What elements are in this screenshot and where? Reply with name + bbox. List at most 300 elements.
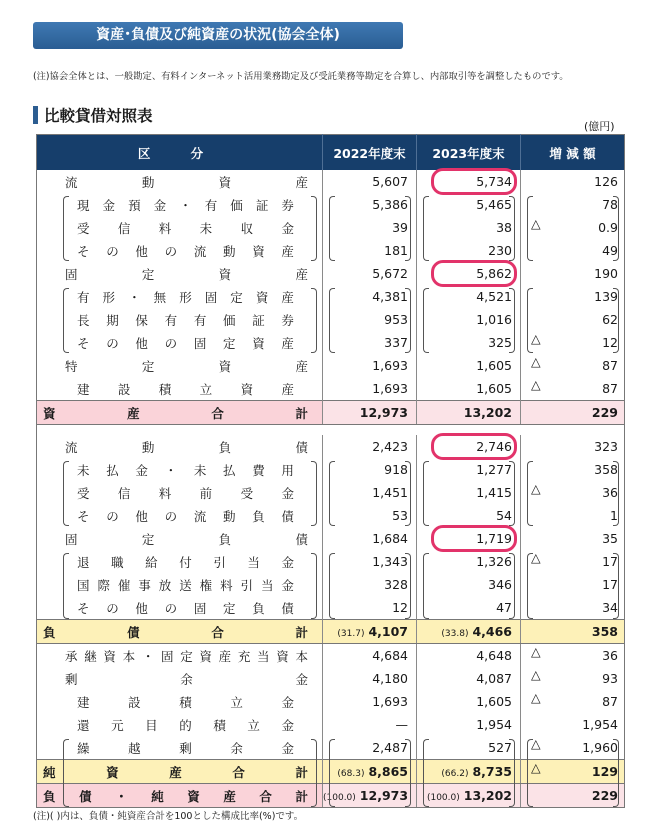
row-label xyxy=(37,196,322,214)
change-value xyxy=(521,736,625,760)
change-text: 93 xyxy=(602,671,618,686)
value-2022 xyxy=(323,458,417,481)
value-2022-text: 1,693 xyxy=(372,381,408,396)
value-2022 xyxy=(323,596,417,620)
row-label-cell xyxy=(37,170,323,193)
value-2022-text: 12,973 xyxy=(359,788,409,803)
value-2022 xyxy=(323,239,417,262)
decrease-triangle-icon: △ xyxy=(531,667,541,682)
label-char: 権 xyxy=(199,577,213,593)
label-char: 計 xyxy=(295,624,308,640)
decrease-triangle-icon: △ xyxy=(531,736,541,751)
label-char: 当 xyxy=(257,648,270,664)
value-2023 xyxy=(417,620,521,644)
decrease-triangle-icon: △ xyxy=(531,550,541,565)
label-char: 金 xyxy=(281,220,294,236)
value-2022-text: 918 xyxy=(384,462,408,477)
row-label xyxy=(37,357,322,375)
row-label-cell xyxy=(37,760,323,784)
value-2023 xyxy=(417,713,521,736)
label-char: 動 xyxy=(223,243,236,259)
change-value xyxy=(521,527,625,550)
table-row xyxy=(37,527,625,550)
value-2023-text: 8,735 xyxy=(472,764,512,779)
group-bracket-left xyxy=(329,288,335,353)
value-2023-text: 346 xyxy=(488,577,512,592)
heading-bar-icon xyxy=(33,106,38,124)
header-change: 増 減 額 xyxy=(521,135,625,171)
label-char: 動 xyxy=(141,439,155,455)
label-char: 産 xyxy=(281,335,294,351)
label-char: 余 xyxy=(230,740,243,756)
highlight-oval xyxy=(431,525,517,552)
label-char: 承 xyxy=(65,648,78,664)
row-label xyxy=(37,311,322,329)
label-char: 券 xyxy=(281,312,294,328)
row-label xyxy=(37,219,322,237)
value-2023 xyxy=(417,308,521,331)
value-2022 xyxy=(323,527,417,550)
label-char: 金 xyxy=(281,717,294,733)
label-char: の xyxy=(164,600,178,616)
label-char: 証 xyxy=(252,312,265,328)
label-char: 産 xyxy=(223,788,236,804)
label-char: 負 xyxy=(43,624,56,640)
row-label-cell xyxy=(37,784,323,808)
group-bracket-left xyxy=(63,739,69,807)
table-row xyxy=(37,667,625,690)
change-value xyxy=(521,504,625,527)
change-text: 36 xyxy=(602,485,618,500)
value-2022-text: 1,693 xyxy=(372,358,408,373)
label-char: 料 xyxy=(158,220,172,236)
group-bracket-right xyxy=(613,461,619,526)
change-value xyxy=(521,435,625,458)
label-char: 証 xyxy=(255,197,269,213)
label-char: 産 xyxy=(281,381,294,397)
footnote: (注)( )内は、負債・純資産合計を100とした構成比率(%)です。 xyxy=(33,811,304,822)
group-bracket-right xyxy=(405,461,411,526)
label-char: 流 xyxy=(193,243,207,259)
value-2023 xyxy=(417,401,521,425)
label-char: 定 xyxy=(180,648,193,664)
label-char: 他 xyxy=(135,600,148,616)
label-char: 資 xyxy=(240,381,254,397)
label-char: 固 xyxy=(65,266,78,282)
ratio-2023: (33.8) xyxy=(441,629,469,639)
label-char: 収 xyxy=(240,220,254,236)
ratio-2023: (100.0) xyxy=(426,793,460,803)
label-char: 期 xyxy=(106,312,119,328)
value-2023-text: 4,466 xyxy=(472,624,512,639)
label-char: 有 xyxy=(204,197,218,213)
row-label xyxy=(37,438,322,456)
value-2023 xyxy=(417,550,521,573)
change-value xyxy=(521,262,625,285)
row-label-cell xyxy=(37,481,323,504)
value-2022 xyxy=(323,760,417,784)
change-text: 139 xyxy=(594,289,618,304)
value-2022 xyxy=(323,401,417,425)
value-2022-text: 1,451 xyxy=(372,485,408,500)
label-char: 債 xyxy=(295,531,308,547)
change-value xyxy=(521,644,625,668)
value-2023 xyxy=(417,690,521,713)
value-2022 xyxy=(323,481,417,504)
label-char: 立 xyxy=(199,381,213,397)
decrease-triangle-icon: △ xyxy=(531,377,541,392)
value-2023-text: 1,954 xyxy=(476,717,512,732)
change-text: 87 xyxy=(602,358,618,373)
table-header-row xyxy=(37,135,625,171)
group-bracket-left xyxy=(527,553,533,619)
label-char: ・ xyxy=(179,197,192,213)
label-char: 建 xyxy=(77,694,90,710)
value-2022 xyxy=(323,435,417,458)
change-text: 34 xyxy=(602,600,618,615)
label-char: 計 xyxy=(295,788,308,804)
label-char: 価 xyxy=(230,197,243,213)
label-char: 合 xyxy=(232,764,245,780)
label-char: 資 xyxy=(103,648,116,664)
group-bracket-right xyxy=(613,196,619,261)
value-2023-text: 5,734 xyxy=(476,174,512,189)
change-value xyxy=(521,784,625,808)
label-char: そ xyxy=(77,243,90,259)
value-2023-text: 1,016 xyxy=(476,312,512,327)
label-char: そ xyxy=(77,600,90,616)
group-bracket-left xyxy=(527,288,533,353)
section-gap xyxy=(37,425,625,436)
row-label-cell xyxy=(37,596,323,620)
value-2022-text: 1,684 xyxy=(372,531,408,546)
row-label xyxy=(37,576,322,594)
row-label xyxy=(37,599,322,617)
value-2023-text: 2,746 xyxy=(476,439,512,454)
label-char: 用 xyxy=(281,462,294,478)
label-char: 動 xyxy=(141,174,155,190)
label-char: 資 xyxy=(187,788,200,804)
table-row xyxy=(37,354,625,377)
group-bracket-right xyxy=(509,553,515,619)
value-2022 xyxy=(323,170,417,193)
label-char: 目 xyxy=(145,717,158,733)
table-row xyxy=(37,435,625,458)
value-2022 xyxy=(323,620,417,644)
value-2023-text: 4,087 xyxy=(476,671,512,686)
value-2022 xyxy=(323,667,417,690)
label-char: 未 xyxy=(193,462,207,478)
row-label xyxy=(37,623,322,641)
row-label-cell xyxy=(37,354,323,377)
label-char: 設 xyxy=(128,694,141,710)
value-2023-text: 38 xyxy=(496,220,512,235)
label-char: 付 xyxy=(179,554,192,570)
value-2022-text: 12,973 xyxy=(359,405,408,420)
group-bracket-left xyxy=(527,461,533,526)
change-value xyxy=(521,596,625,620)
value-2023 xyxy=(417,239,521,262)
label-char: 継 xyxy=(84,648,97,664)
label-char: 券 xyxy=(281,197,294,213)
value-2022-text: 12 xyxy=(392,600,408,615)
value-2023 xyxy=(417,644,521,668)
value-2023 xyxy=(417,736,521,760)
value-2022 xyxy=(323,193,417,216)
label-char: ・ xyxy=(141,648,155,664)
value-2022-text: 2,487 xyxy=(372,740,408,755)
value-2022-text: 4,107 xyxy=(368,624,408,639)
change-text: 87 xyxy=(602,694,618,709)
section-title: 比較貸借対照表 xyxy=(44,107,153,125)
group-bracket-right xyxy=(613,288,619,353)
label-char: の xyxy=(164,335,178,351)
group-bracket-left xyxy=(423,288,429,353)
row-label xyxy=(37,693,322,711)
change-text: 36 xyxy=(602,648,618,663)
label-char: 資 xyxy=(252,243,265,259)
change-text: 129 xyxy=(591,764,618,779)
value-2023-text: 325 xyxy=(488,335,512,350)
label-char: 債 xyxy=(79,788,92,804)
value-2022 xyxy=(323,262,417,285)
label-char: 現 xyxy=(77,197,90,213)
group-bracket-left xyxy=(423,461,429,526)
change-text: 323 xyxy=(594,439,618,454)
row-label-cell xyxy=(37,504,323,527)
label-char: 資 xyxy=(218,266,232,282)
change-value xyxy=(521,458,625,481)
label-char: 事 xyxy=(138,577,151,593)
label-char: 価 xyxy=(223,312,236,328)
value-2023 xyxy=(417,504,521,527)
header-category: 区 分 xyxy=(37,135,323,171)
label-char: 固 xyxy=(65,531,78,547)
value-2023 xyxy=(417,216,521,239)
header-2022: 2022年度末 xyxy=(323,135,417,171)
label-char: ・ xyxy=(115,788,128,804)
value-2023-text: 1,326 xyxy=(476,554,512,569)
label-char: 金 xyxy=(153,197,167,213)
label-char: 流 xyxy=(193,508,207,524)
label-char: 産 xyxy=(127,405,140,421)
value-2022-text: 2,423 xyxy=(372,439,408,454)
label-char: 債 xyxy=(127,624,140,640)
label-char: 積 xyxy=(213,717,226,733)
label-char: 固 xyxy=(204,289,218,305)
row-label-cell xyxy=(37,736,323,760)
row-label xyxy=(37,739,322,757)
label-char: 負 xyxy=(252,600,265,616)
label-char: 合 xyxy=(211,624,224,640)
group-bracket-right xyxy=(509,461,515,526)
row-label-cell xyxy=(37,239,323,262)
change-value xyxy=(521,401,625,425)
group-bracket-right xyxy=(405,553,411,619)
value-2022 xyxy=(323,736,417,760)
value-2023 xyxy=(417,760,521,784)
label-char: 他 xyxy=(135,335,148,351)
label-char: 流 xyxy=(65,439,78,455)
label-char: 負 xyxy=(218,531,232,547)
label-char: 他 xyxy=(135,243,148,259)
label-char: 他 xyxy=(135,508,148,524)
value-2022 xyxy=(323,285,417,308)
label-char: 金 xyxy=(281,577,294,593)
label-char: の xyxy=(106,508,119,524)
label-char: 受 xyxy=(77,220,90,236)
value-2022-text: 39 xyxy=(392,220,408,235)
change-text: 17 xyxy=(602,577,618,592)
label-char: 繰 xyxy=(77,740,90,756)
decrease-triangle-icon: △ xyxy=(531,481,541,496)
label-char: 未 xyxy=(199,220,213,236)
decrease-triangle-icon: △ xyxy=(531,216,541,231)
label-char: 負 xyxy=(43,788,56,804)
value-2023-text: 1,605 xyxy=(476,694,512,709)
value-2023-text: 47 xyxy=(496,600,512,615)
change-text: 12 xyxy=(602,335,618,350)
row-label xyxy=(37,716,322,734)
change-value xyxy=(521,713,625,736)
value-2022 xyxy=(323,573,417,596)
value-2023-text: 230 xyxy=(488,243,512,258)
row-label-cell xyxy=(37,285,323,308)
label-char: 剰 xyxy=(65,671,78,687)
row-label xyxy=(37,288,322,306)
value-2022 xyxy=(323,550,417,573)
label-char: そ xyxy=(77,508,90,524)
label-char: 純 xyxy=(43,764,56,780)
table-row xyxy=(37,170,625,193)
label-char: の xyxy=(106,600,119,616)
label-char: 形 xyxy=(179,289,192,305)
assets-total-row xyxy=(37,401,625,425)
change-value xyxy=(521,377,625,401)
value-2022-text: 328 xyxy=(384,577,408,592)
value-2022-text: 953 xyxy=(384,312,408,327)
value-2022-text: 4,684 xyxy=(372,648,408,663)
value-2023 xyxy=(417,331,521,354)
table-row xyxy=(37,644,625,668)
label-char: 資 xyxy=(252,335,265,351)
label-char: 退 xyxy=(77,554,90,570)
change-value xyxy=(521,760,625,784)
liabilities-total-row xyxy=(37,620,625,644)
row-label-cell xyxy=(37,435,323,458)
label-char: 資 xyxy=(218,174,232,190)
label-char: 本 xyxy=(122,648,136,664)
value-2023-text: 1,415 xyxy=(476,485,512,500)
row-label xyxy=(37,553,322,571)
change-text: 1 xyxy=(610,508,618,523)
label-char: 定 xyxy=(230,289,243,305)
group-bracket-right xyxy=(311,196,317,261)
row-label xyxy=(37,242,322,260)
value-2022 xyxy=(323,690,417,713)
section-banner: 資産･負債及び純資産の状況(協会全体) xyxy=(33,22,403,49)
row-label-cell xyxy=(37,667,323,690)
label-char: 負 xyxy=(218,439,232,455)
label-char: 預 xyxy=(128,197,141,213)
label-char: 国 xyxy=(77,577,90,593)
change-text: 17 xyxy=(602,554,618,569)
ratio-2022: (68.3) xyxy=(337,769,365,779)
change-value xyxy=(521,216,625,239)
label-char: 積 xyxy=(179,694,192,710)
ratio-2022: (100.0) xyxy=(323,793,356,803)
group-bracket-right xyxy=(613,739,619,807)
value-2022-text: — xyxy=(395,717,408,732)
value-2022-text: 4,381 xyxy=(372,289,408,304)
change-text: 49 xyxy=(602,243,618,258)
label-char: 越 xyxy=(128,740,141,756)
table-row xyxy=(37,377,625,401)
row-label-cell xyxy=(37,620,323,644)
label-char: 金 xyxy=(281,694,294,710)
label-char: 未 xyxy=(77,462,90,478)
row-label xyxy=(37,530,322,548)
label-char: 形 xyxy=(102,289,116,305)
row-label xyxy=(37,334,322,352)
label-char: 金 xyxy=(135,462,148,478)
value-2023-text: 13,202 xyxy=(463,405,512,420)
label-char: 固 xyxy=(193,600,207,616)
group-bracket-right xyxy=(311,288,317,353)
label-char: 定 xyxy=(223,335,236,351)
group-bracket-left xyxy=(63,461,69,526)
label-char: 保 xyxy=(135,312,148,328)
label-char: 計 xyxy=(295,405,308,421)
label-char: 設 xyxy=(117,381,131,397)
group-bracket-left xyxy=(527,196,533,261)
label-char: 放 xyxy=(158,577,172,593)
row-label xyxy=(37,787,322,805)
label-char: 産 xyxy=(281,289,294,305)
row-label-cell xyxy=(37,573,323,596)
label-char: 引 xyxy=(213,554,226,570)
highlight-oval xyxy=(431,433,517,460)
value-2022 xyxy=(323,713,417,736)
section-heading xyxy=(33,104,153,126)
value-2023-text: 4,648 xyxy=(476,648,512,663)
change-text: 1,960 xyxy=(582,740,618,755)
change-value xyxy=(521,667,625,690)
row-label-cell xyxy=(37,527,323,550)
gap-cell xyxy=(37,425,625,436)
row-label-cell xyxy=(37,401,323,425)
label-char: 固 xyxy=(193,335,207,351)
group-bracket-left xyxy=(63,288,69,353)
label-char: 債 xyxy=(295,439,308,455)
label-char: 有 xyxy=(164,312,178,328)
value-2023 xyxy=(417,193,521,216)
header-2023: 2023年度末 xyxy=(417,135,521,171)
label-char: 払 xyxy=(223,462,236,478)
label-char: の xyxy=(164,243,178,259)
value-2023-text: 4,521 xyxy=(476,289,512,304)
row-label-cell xyxy=(37,713,323,736)
label-char: 立 xyxy=(230,694,243,710)
decrease-triangle-icon: △ xyxy=(531,331,541,346)
row-label-cell xyxy=(37,193,323,216)
value-2022-text: 337 xyxy=(384,335,408,350)
label-char: 還 xyxy=(77,717,90,733)
group-bracket-left xyxy=(63,196,69,261)
label-char: 的 xyxy=(179,717,192,733)
value-2022 xyxy=(323,784,417,808)
value-2022 xyxy=(323,377,417,401)
